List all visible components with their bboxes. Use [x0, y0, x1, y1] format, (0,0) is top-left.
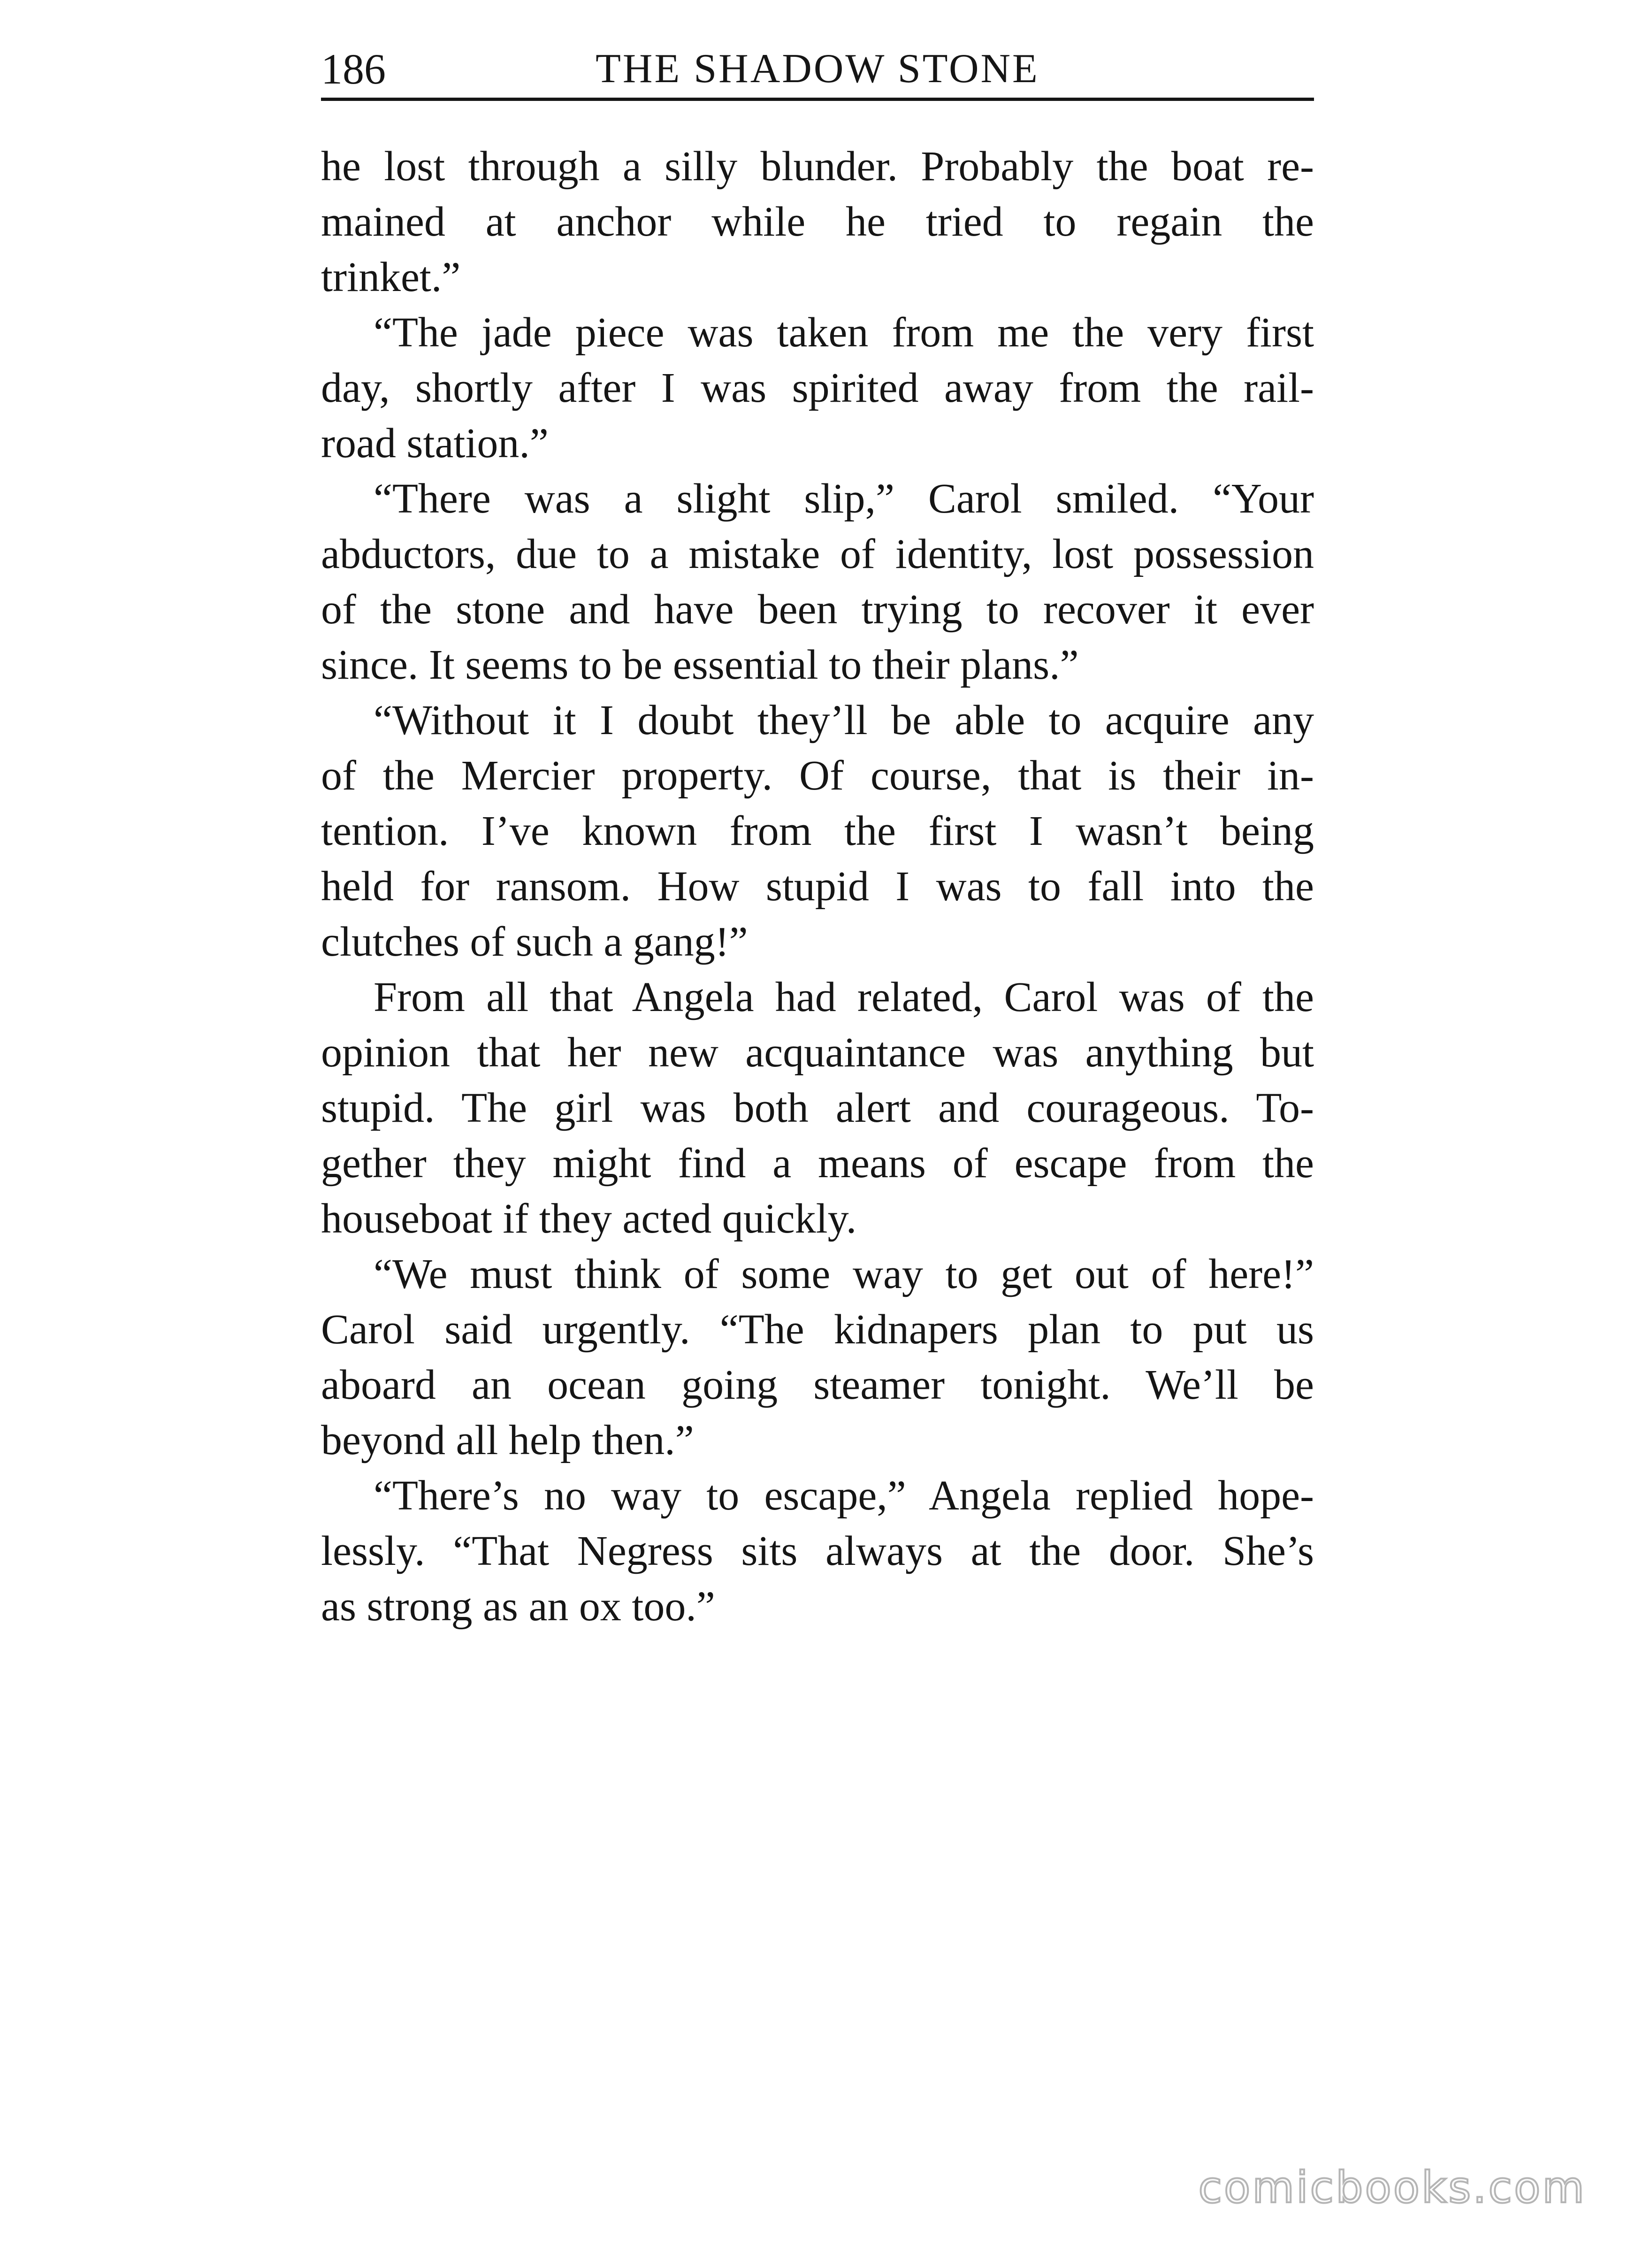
- text-line: “The jade piece was taken from me the very first: [374, 309, 1314, 356]
- text-line: “There was a slight slip,” Carol smiled. “Your: [374, 475, 1314, 522]
- body-text: [321, 139, 1314, 1634]
- text-line: lessly. “That Negress sits always at the door. She’s: [321, 1528, 1314, 1574]
- text-line: beyond all help then.”: [321, 1417, 694, 1463]
- text-line: abductors, due to a mistake of identity, lost possession: [321, 531, 1314, 577]
- page-number: 186: [321, 45, 386, 93]
- running-head: [321, 43, 1314, 95]
- running-title: THE SHADOW STONE: [596, 46, 1039, 92]
- text-line: “Without it I doubt they’ll be able to acquire any: [374, 697, 1314, 743]
- text-line: day, shortly after I was spirited away from the rail-: [321, 365, 1314, 411]
- text-line: aboard an ocean going steamer tonight. We’ll be: [321, 1362, 1314, 1408]
- text-line: since. It seems to be essential to their plans.”: [321, 642, 1079, 688]
- text-line: “We must think of some way to get out of here!”: [374, 1251, 1314, 1297]
- text-line: opinion that her new acquaintance was anything but: [321, 1029, 1314, 1076]
- watermark: comicbooks.com: [1198, 2162, 1586, 2213]
- header-rule: [321, 98, 1314, 101]
- text-line: From all that Angela had related, Carol was of the: [374, 974, 1314, 1020]
- text-line: road station.”: [321, 420, 549, 467]
- text-line: of the Mercier property. Of course, that is their in-: [321, 752, 1314, 799]
- text-line: held for ransom. How stupid I was to fall into the: [321, 863, 1314, 910]
- text-line: “There’s no way to escape,” Angela replied hope-: [374, 1472, 1314, 1519]
- text-line: mained at anchor while he tried to regain the: [321, 199, 1314, 245]
- text-line: of the stone and have been trying to recover it ever: [321, 586, 1314, 633]
- text-line: he lost through a silly blunder. Probably the boat re-: [321, 143, 1314, 190]
- text-line: clutches of such a gang!”: [321, 919, 748, 965]
- text-line: stupid. The girl was both alert and courageous. To-: [321, 1085, 1314, 1131]
- text-line: Carol said urgently. “The kidnapers plan to put us: [321, 1306, 1314, 1353]
- text-line: trinket.”: [321, 254, 461, 300]
- text-line: gether they might find a means of escape from the: [321, 1140, 1314, 1187]
- text-line: tention. I’ve known from the first I wasn’t being: [321, 808, 1314, 854]
- text-line: houseboat if they acted quickly.: [321, 1195, 857, 1242]
- text-line: as strong as an ox too.”: [321, 1583, 715, 1630]
